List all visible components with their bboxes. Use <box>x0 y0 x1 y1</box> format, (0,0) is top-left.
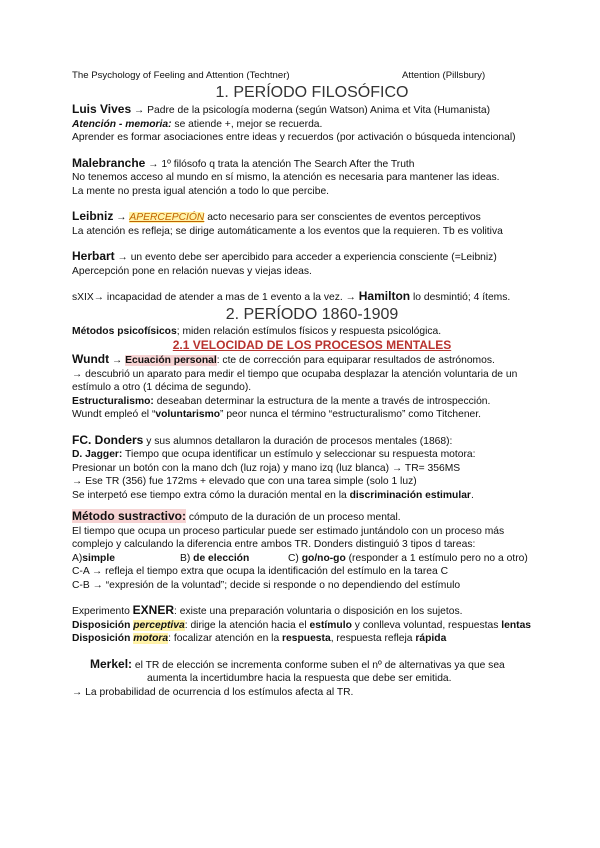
merkel-line-3: → La probabilidad de ocurrencia d los estímulos afecta al TR. <box>72 686 354 698</box>
task-c <box>288 553 528 564</box>
herbart-desc: → un evento debe ser apercibido para acceder a experiencia consciente (=Leibniz) <box>114 252 497 263</box>
vives-label: Atención - memoria: <box>72 118 172 130</box>
estimulo-term: estímulo <box>309 619 352 631</box>
vives-name: Luis Vives <box>72 102 132 116</box>
estructuralismo-rest: deseaban determinar la estructura de la mente a través de introspección. <box>153 395 491 407</box>
rapida-term: rápida <box>415 633 447 644</box>
malebranche-desc: → 1º filósofo q trata la atención The Search After the Truth <box>145 158 415 170</box>
wundt-arrow: → <box>109 355 126 366</box>
discriminacion-term: discriminación estimular <box>349 489 471 501</box>
herbart-line-1 <box>72 250 552 265</box>
task-c-label: C) <box>288 552 302 564</box>
jagger-label: D. Jagger: <box>72 449 123 460</box>
disposicion-motora-line <box>72 632 552 646</box>
sustractivo-line-3: complejo y calculando la diferencia entre ambos TR. Donders distinguió 3 tipos d tareas: <box>72 539 476 550</box>
header-row <box>72 70 552 81</box>
wundt-line-2: → descubrió un aparato para medir el tiempo que ocupaba desplazar la atención voluntaria de un <box>72 368 518 380</box>
estructuralismo-label: Estructuralismo: <box>72 395 154 407</box>
vives-line-2 <box>72 118 552 132</box>
task-a-name: simple <box>82 552 115 564</box>
metodos-label: Métodos psicofísicos <box>72 325 177 337</box>
wundt-name: Wundt <box>72 352 110 366</box>
wundt-rest: : cte de corrección para equiparar resultados de astrónomos. <box>216 355 495 366</box>
respuesta-term: respuesta <box>282 633 331 644</box>
disp1-rest2: y conlleva voluntad, respuestas <box>351 619 502 631</box>
vives-line-1 <box>72 103 552 118</box>
task-b-label: B) <box>180 552 194 564</box>
wundt-line-5 <box>72 408 552 422</box>
sustractivo-label: Método sustractivo: <box>72 509 187 523</box>
voluntarismo-term: voluntarismo <box>155 409 221 420</box>
leibniz-name: Leibniz <box>72 209 114 223</box>
disposicion-perceptiva-line <box>72 619 552 633</box>
merkel-name: Merkel: <box>90 656 133 671</box>
leibniz-line-2: La atención es refleja; se dirige automáticamente a los eventos que la requieren. Tb es volitiva <box>72 225 503 237</box>
wundt-line-4 <box>72 395 552 409</box>
exner-pre: Experimento <box>72 606 133 617</box>
exner-rest: : existe una preparación voluntaria o disposición en los sujetos. <box>174 606 463 617</box>
donders-line-4: → Ese TR (356) fue 172ms + elevado que con una tarea simple (solo 1 luz) <box>72 476 417 487</box>
sustractivo-line-5: C-A → refleja el tiempo extra que ocupa la identificación del estímulo en la tarea C <box>72 566 449 577</box>
lentas-term: lentas <box>501 619 532 631</box>
hamilton-name: Hamilton <box>358 289 411 303</box>
merkel-line-1 <box>72 658 552 673</box>
leibniz-line-1 <box>72 210 552 225</box>
sxix-line <box>72 290 552 305</box>
document-page <box>72 70 552 699</box>
task-c-name: go/no-go <box>301 552 346 564</box>
header-right: Attention (Pillsbury) <box>402 70 486 81</box>
ecuacion-personal-term: Ecuación personal <box>125 355 217 366</box>
perceptiva-term: perceptiva <box>133 619 185 631</box>
wundt-line5-a: Wundt empleó el “ <box>72 409 156 420</box>
disp2-label: Disposición <box>72 633 134 644</box>
herbart-line-2: Apercepción pone en relación nuevas y viejas ideas. <box>72 265 312 277</box>
donders-name: FC. Donders <box>72 432 144 447</box>
section-title-periodo-filosofico: 1. PERÍODO FILOSÓFICO <box>215 84 409 101</box>
sustractivo-line-4 <box>72 552 552 566</box>
apercepcion-term: APERCEPCIÓN <box>129 212 205 223</box>
donders-line-3: Presionar un botón con la mano dch (luz roja) y mano izq (luz blanca) → TR= 356MS <box>72 462 461 474</box>
section-title-periodo-1860: 2. PERÍODO 1860-1909 <box>225 305 399 323</box>
vives-line-3: Aprender es formar asociaciones entre ideas y recuerdos (por activación o búsqueda intencional) <box>72 132 516 143</box>
wundt-line-3: estímulo a otro (1 décima de segundo). <box>72 382 252 393</box>
donders-line-2 <box>72 448 552 462</box>
task-a <box>72 552 180 566</box>
leibniz-arrow: → <box>113 212 130 223</box>
malebranche-name: Malebranche <box>72 155 146 170</box>
metodos-line <box>72 325 552 339</box>
task-a-label: A) <box>72 552 83 564</box>
sustractivo-line-6: C-B → “expresión de la voluntad”; decide si responde o no dependiendo del estímulo <box>72 579 461 591</box>
merkel-rest: el TR de elección se incrementa conforme suben el nº de alternativas ya que sea <box>132 659 505 671</box>
disp1-rest: : dirige la atención hacia el <box>184 619 310 631</box>
sxix-rest: lo desmintió; 4 ítems. <box>410 292 511 303</box>
subsection-title-velocidad: 2.1 VELOCIDAD DE LOS PROCESOS MENTALES <box>172 338 452 352</box>
malebranche-line-2: No tenemos acceso al mundo en sí mismo, la atención es necesaria para mantener las ideas. <box>72 172 500 183</box>
jagger-rest: Tiempo que ocupa identificar un estímulo y seleccionar su respuesta motora: <box>122 449 476 460</box>
vives-desc: → Padre de la psicología moderna (según Watson) Anima et Vita (Humanista) <box>131 105 491 116</box>
exner-name: EXNER <box>132 603 175 617</box>
malebranche-line-1 <box>72 157 552 172</box>
motora-term: motora <box>133 633 169 644</box>
metodos-rest: ; miden relación estímulos físicos y respuesta psicológica. <box>176 325 442 337</box>
donders-line5-c: . <box>470 489 474 501</box>
header-left: The Psychology of Feeling and Attention (Techtner) <box>72 70 290 81</box>
task-b-name: de elección <box>193 552 250 564</box>
exner-line-1 <box>72 604 552 619</box>
disp2-rest2: , respuesta refleja <box>330 633 416 644</box>
wundt-line5-c: ” peor nunca el término “estructuralismo” como Titchener. <box>220 409 481 420</box>
malebranche-line-3: La mente no presta igual atención a todo lo que percibe. <box>72 185 330 197</box>
disp2-rest: : focalizar atención en la <box>168 633 283 644</box>
wundt-line-1 <box>72 353 552 368</box>
herbart-name: Herbart <box>72 249 115 263</box>
sustractivo-rest: cómputo de la duración de un proceso mental. <box>186 512 401 523</box>
merkel-line-2: aumenta la incertidumbre hacia la respuesta que debe ser emitida. <box>147 673 452 684</box>
sxix-text: sXIX→ incapacidad de atender a mas de 1 evento a la vez. → <box>72 292 359 303</box>
donders-rest: y sus alumnos detallaron la duración de procesos mentales (1868): <box>143 435 453 447</box>
sustractivo-line-2: El tiempo que ocupa un proceso particular puede ser estimado juntándolo con un proceso más <box>72 525 505 537</box>
task-b <box>180 552 288 566</box>
leibniz-rest: acto necesario para ser conscientes de eventos perceptivos <box>204 212 481 223</box>
donders-line5-a: Se interpetó ese tiempo extra cómo la duración mental en la <box>72 489 350 501</box>
disp1-label: Disposición <box>72 619 134 631</box>
donders-line-1 <box>72 434 552 449</box>
vives-label-rest: se atiende +, mejor se recuerda. <box>171 118 323 130</box>
donders-line-5 <box>72 489 552 503</box>
sustractivo-line-1 <box>72 510 552 525</box>
task-c-rest: (responder a 1 estímulo pero no a otro) <box>345 552 528 564</box>
